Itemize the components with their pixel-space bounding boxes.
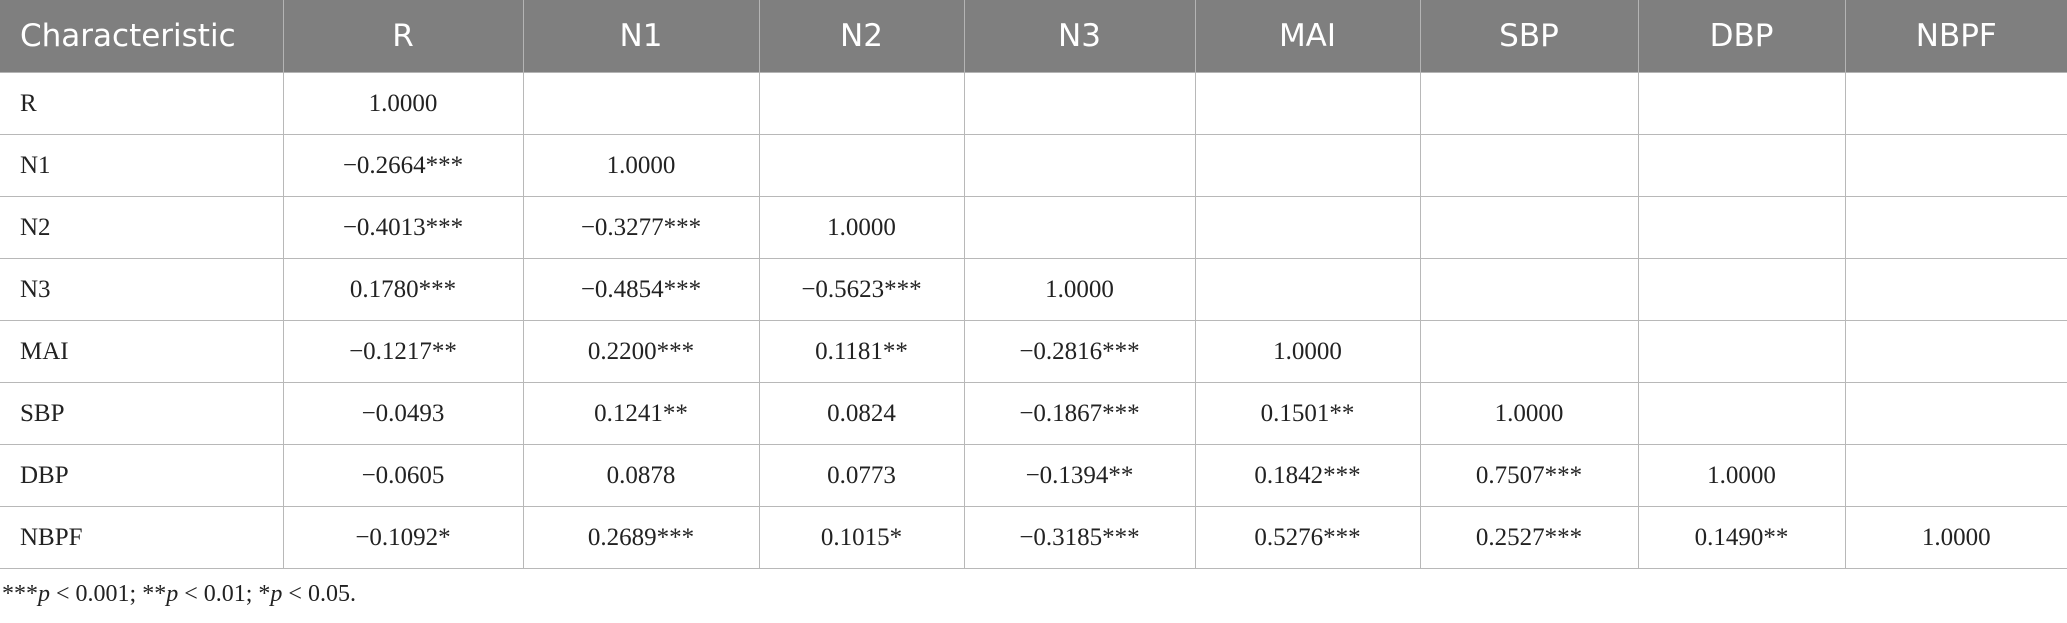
table-cell: −0.5623*** bbox=[759, 259, 964, 321]
table-cell bbox=[1845, 445, 2067, 507]
header-sbp: SBP bbox=[1420, 0, 1638, 73]
table-cell bbox=[1845, 259, 2067, 321]
table-cell bbox=[759, 135, 964, 197]
table-cell bbox=[1195, 135, 1420, 197]
table-cell bbox=[1638, 321, 1845, 383]
table-cell: −0.0493 bbox=[283, 383, 523, 445]
table-cell bbox=[1195, 197, 1420, 259]
table-row bbox=[0, 445, 2067, 507]
footnote-item: ***p < 0.001; bbox=[2, 581, 143, 607]
table-cell: 0.2200*** bbox=[523, 321, 759, 383]
table-cell bbox=[1638, 135, 1845, 197]
table-cell bbox=[1845, 383, 2067, 445]
table-cell: −0.2664*** bbox=[283, 135, 523, 197]
table-header bbox=[0, 0, 2067, 73]
table-cell bbox=[1420, 73, 1638, 135]
header-nbpf: NBPF bbox=[1845, 0, 2067, 73]
table-row bbox=[0, 259, 2067, 321]
table-cell: −0.3277*** bbox=[523, 197, 759, 259]
table-cell: −0.1217** bbox=[283, 321, 523, 383]
table-cell: 1.0000 bbox=[283, 73, 523, 135]
table-cell bbox=[1638, 73, 1845, 135]
table-cell bbox=[1845, 73, 2067, 135]
header-n2: N2 bbox=[759, 0, 964, 73]
header-n1: N1 bbox=[523, 0, 759, 73]
table-cell: 0.1241** bbox=[523, 383, 759, 445]
row-label: DBP bbox=[0, 445, 283, 507]
table-cell: 1.0000 bbox=[523, 135, 759, 197]
header-mai: MAI bbox=[1195, 0, 1420, 73]
row-label: N3 bbox=[0, 259, 283, 321]
table-cell: 0.2527*** bbox=[1420, 507, 1638, 569]
table-row bbox=[0, 321, 2067, 383]
table-cell bbox=[1845, 197, 2067, 259]
table-cell bbox=[1638, 197, 1845, 259]
table-cell bbox=[1420, 259, 1638, 321]
table-cell: 0.1501** bbox=[1195, 383, 1420, 445]
table-cell: −0.1867*** bbox=[964, 383, 1195, 445]
row-label: R bbox=[0, 73, 283, 135]
header-dbp: DBP bbox=[1638, 0, 1845, 73]
table-row bbox=[0, 135, 2067, 197]
table-cell bbox=[1420, 321, 1638, 383]
footnote-item: *p < 0.05. bbox=[258, 581, 356, 607]
table-cell: 1.0000 bbox=[1195, 321, 1420, 383]
table-cell: 0.1181** bbox=[759, 321, 964, 383]
table-cell: −0.3185*** bbox=[964, 507, 1195, 569]
table-footnote bbox=[2, 581, 356, 608]
table-cell: −0.2816*** bbox=[964, 321, 1195, 383]
table-cell: −0.4854*** bbox=[523, 259, 759, 321]
table-row bbox=[0, 197, 2067, 259]
table-cell: 1.0000 bbox=[1845, 507, 2067, 569]
header-r: R bbox=[283, 0, 523, 73]
table-row bbox=[0, 383, 2067, 445]
table-cell bbox=[1420, 135, 1638, 197]
table-cell bbox=[964, 135, 1195, 197]
table-cell: 0.0773 bbox=[759, 445, 964, 507]
row-label: N1 bbox=[0, 135, 283, 197]
footnote-item: **p < 0.01; bbox=[142, 581, 259, 607]
table-cell: 0.7507*** bbox=[1420, 445, 1638, 507]
table-cell: 1.0000 bbox=[759, 197, 964, 259]
row-label: N2 bbox=[0, 197, 283, 259]
table-cell: 1.0000 bbox=[964, 259, 1195, 321]
row-label: NBPF bbox=[0, 507, 283, 569]
row-label: MAI bbox=[0, 321, 283, 383]
row-label: SBP bbox=[0, 383, 283, 445]
table-row bbox=[0, 73, 2067, 135]
table-cell: −0.1092* bbox=[283, 507, 523, 569]
table-cell: 0.1842*** bbox=[1195, 445, 1420, 507]
table-cell: 0.0824 bbox=[759, 383, 964, 445]
table-cell bbox=[964, 197, 1195, 259]
table-cell bbox=[1845, 135, 2067, 197]
table-cell bbox=[1195, 73, 1420, 135]
table-cell bbox=[1195, 259, 1420, 321]
table-cell bbox=[1638, 259, 1845, 321]
header-n3: N3 bbox=[964, 0, 1195, 73]
table-row bbox=[0, 507, 2067, 569]
table-cell: 0.2689*** bbox=[523, 507, 759, 569]
table-cell bbox=[1845, 321, 2067, 383]
table-body bbox=[0, 73, 2067, 569]
table-cell: −0.4013*** bbox=[283, 197, 523, 259]
table-cell: 1.0000 bbox=[1638, 445, 1845, 507]
table-cell bbox=[1638, 383, 1845, 445]
table-cell: 0.1780*** bbox=[283, 259, 523, 321]
table-cell: 0.5276*** bbox=[1195, 507, 1420, 569]
table-cell: 0.0878 bbox=[523, 445, 759, 507]
table-cell bbox=[759, 73, 964, 135]
table-cell: −0.0605 bbox=[283, 445, 523, 507]
table-cell bbox=[1420, 197, 1638, 259]
header-characteristic: Characteristic bbox=[0, 0, 283, 73]
table-cell bbox=[964, 73, 1195, 135]
header-row bbox=[0, 0, 2067, 73]
table-cell: 0.1015* bbox=[759, 507, 964, 569]
table-cell: 1.0000 bbox=[1420, 383, 1638, 445]
table-cell bbox=[523, 73, 759, 135]
table-cell: −0.1394** bbox=[964, 445, 1195, 507]
table-cell: 0.1490** bbox=[1638, 507, 1845, 569]
